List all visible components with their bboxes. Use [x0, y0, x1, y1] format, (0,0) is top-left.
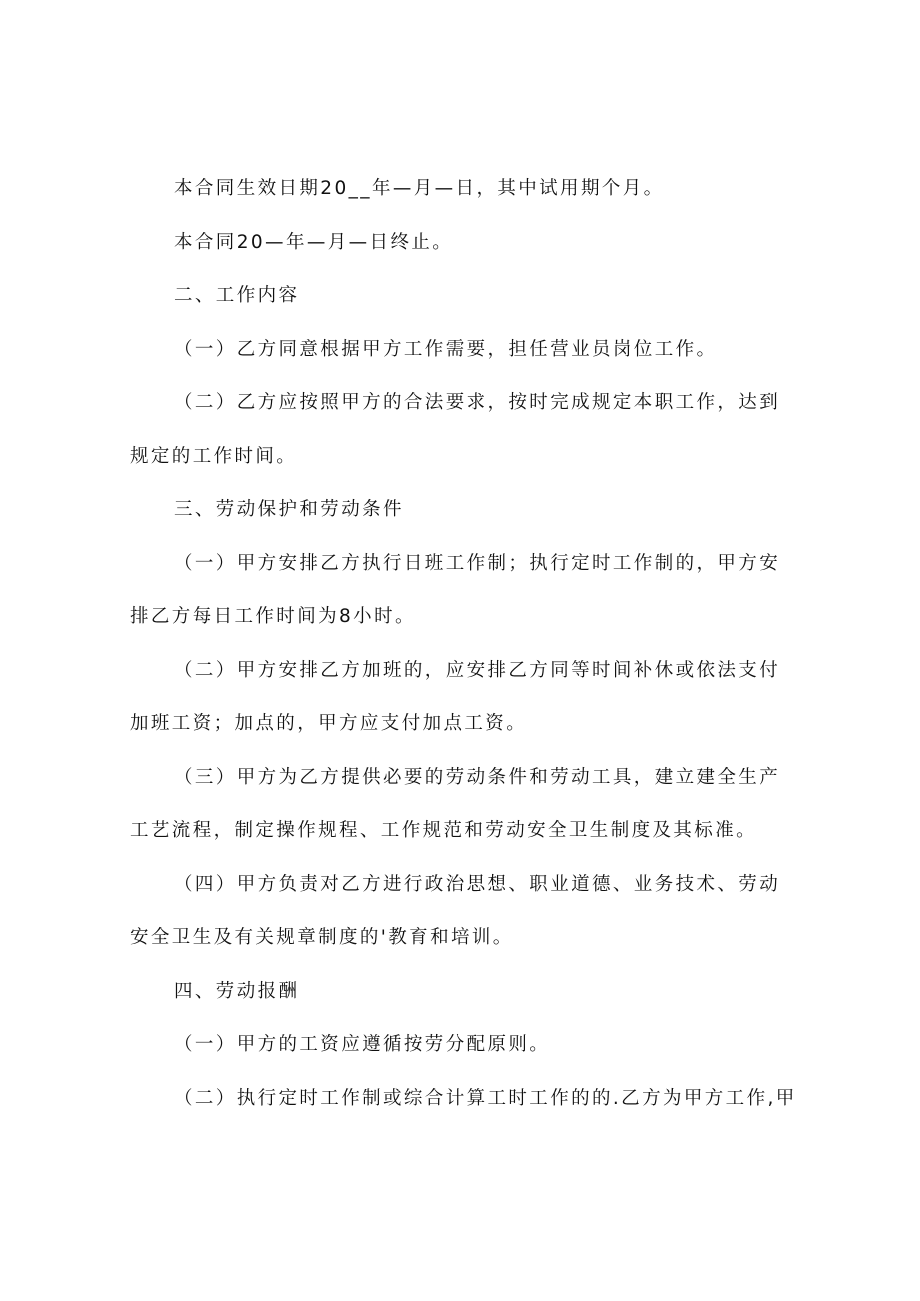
document-body	[130, 162, 797, 1125]
section-heading-labor-protection: 三、劳动保护和劳动条件	[174, 499, 404, 520]
paragraph-work-schedule: （一）甲方安排乙方执行日班工作制；执行定时工作制的，甲方安排乙方每日工作时间为8小时。	[130, 552, 781, 627]
paragraph-effective-date: 本合同生效日期20__年—月—日，其中试用期个月。	[174, 178, 665, 199]
paragraph-position: （一）乙方同意根据甲方工作需要，担任营业员岗位工作。	[174, 338, 718, 360]
paragraph-work-conditions: （三）甲方为乙方提供必要的劳动条件和劳动工具，建立建全生产工艺流程，制定操作规程、工作规范和劳动安全卫生制度及其标准。	[130, 766, 781, 841]
paragraph-termination-date: 本合同20—年—月—日终止。	[174, 231, 454, 253]
paragraph-working-hours-pay: （二）执行定时工作制或综合计算工时工作的的.乙方为甲方工作,甲	[174, 1087, 797, 1109]
paragraph-overtime: （二）甲方安排乙方加班的，应安排乙方同等时间补休或依法支付加班工资；加点的，甲方应支付加点工资。	[130, 659, 781, 734]
paragraph-training: （四）甲方负责对乙方进行政治思想、职业道德、业务技术、劳动安全卫生及有关规章制度的'教育和培训。	[130, 873, 781, 948]
paragraph-wage-principle: （一）甲方的工资应遵循按劳分配原则。	[174, 1034, 551, 1055]
section-heading-remuneration: 四、劳动报酬	[174, 980, 300, 1002]
section-heading-work-content: 二、工作内容	[174, 285, 300, 306]
paragraph-duties: （二）乙方应按照甲方的合法要求，按时完成规定本职工作，达到规定的工作时间。	[130, 392, 781, 467]
